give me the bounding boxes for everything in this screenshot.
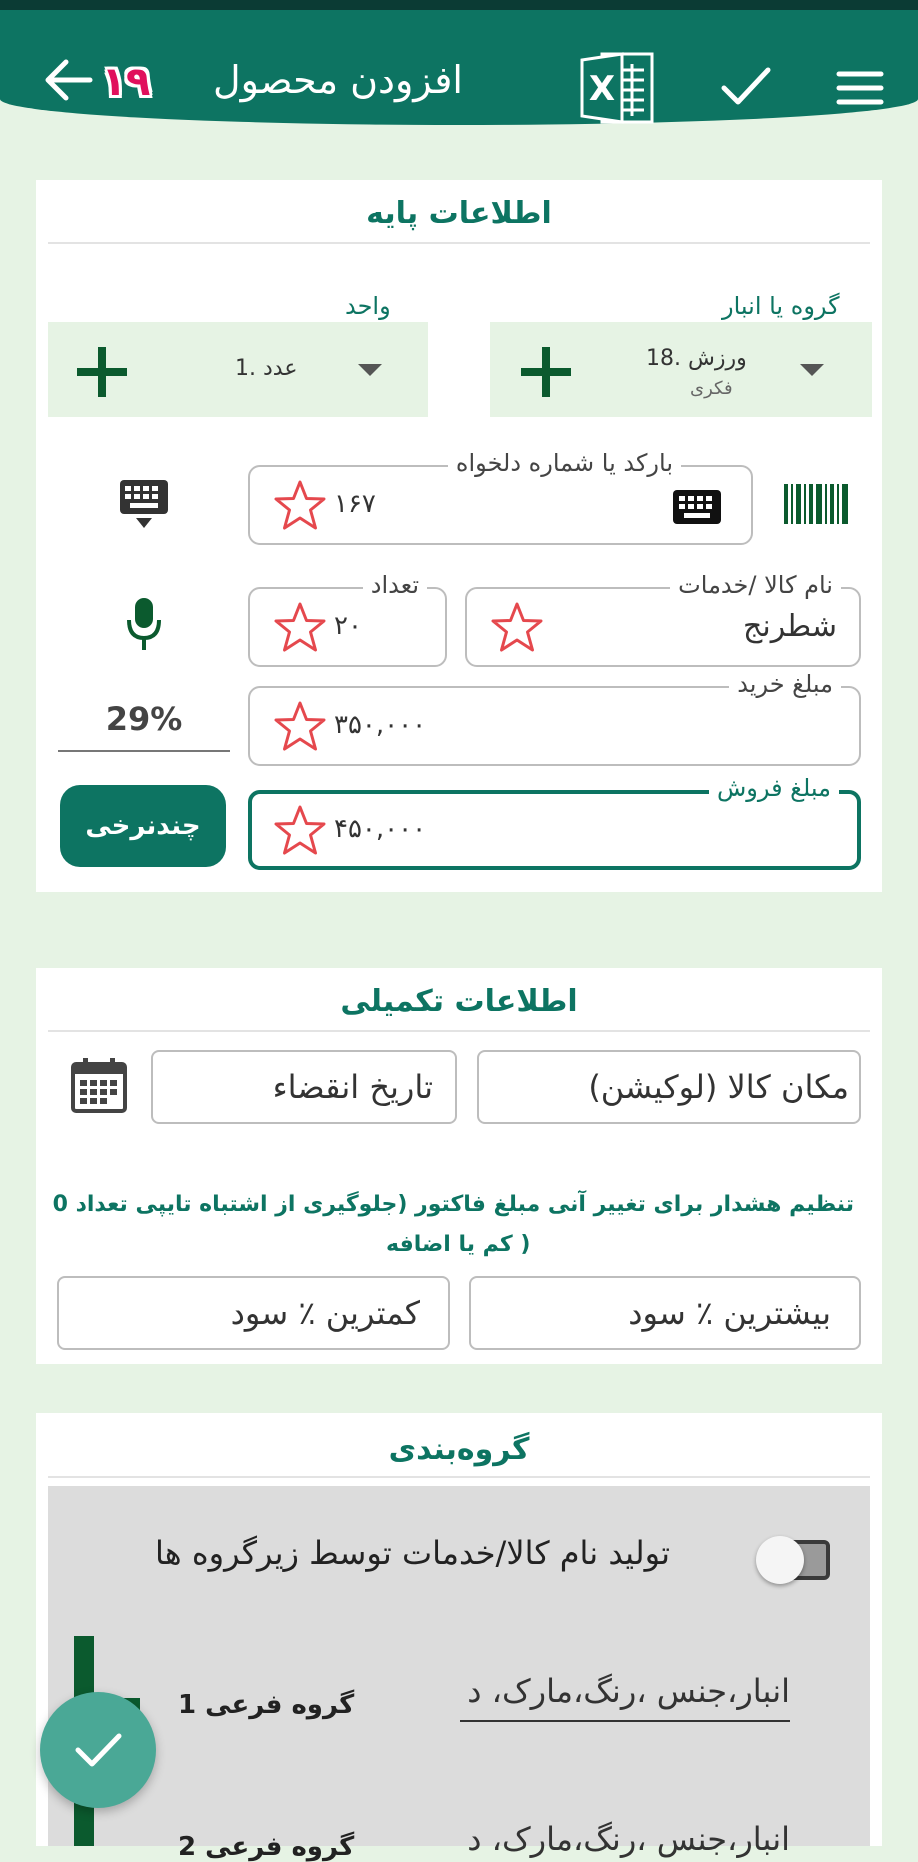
location-placeholder: مکان کالا (لوکیشن) — [588, 1068, 849, 1106]
hamburger-menu-icon[interactable] — [836, 68, 884, 108]
profit-percent[interactable]: 29% — [58, 700, 230, 752]
purchase-price-value: ۳۵۰,۰۰۰ — [334, 710, 427, 740]
purchase-price-input[interactable] — [248, 670, 861, 766]
svg-text:X: X — [588, 69, 616, 109]
divider — [48, 1030, 870, 1032]
quantity-value: ۲۰ — [334, 611, 362, 641]
grouping-title: گروه‌بندی — [388, 1432, 530, 1467]
app-bar — [0, 10, 918, 125]
favorite-star-icon[interactable] — [272, 804, 328, 858]
multi-price-button[interactable]: چندنرخی — [60, 785, 226, 867]
barcode-value: ۱۶۷ — [334, 489, 376, 519]
subgroup-1-label: گروه فرعی 1 — [178, 1690, 355, 1720]
keyboard-icon[interactable] — [672, 489, 722, 525]
arrow-left-icon[interactable] — [42, 54, 94, 106]
extra-info-title: اطلاعات تکمیلی — [340, 984, 578, 1019]
sale-price-value: ۴۵۰,۰۰۰ — [334, 814, 427, 844]
min-profit-placeholder: کمترین ٪ سود — [230, 1294, 420, 1332]
max-profit-placeholder: بیشترین ٪ سود — [628, 1294, 831, 1332]
subgroup-2-value: انبار،جنس ،رنگ،مارک، د — [467, 1820, 790, 1858]
purchase-price-label: مبلغ خرید — [729, 670, 841, 698]
status-bar — [0, 0, 918, 10]
calendar-icon[interactable] — [70, 1056, 128, 1114]
generate-name-toggle[interactable] — [756, 1536, 842, 1586]
checkmark-icon[interactable] — [718, 62, 774, 112]
add-unit-icon[interactable] — [72, 342, 132, 402]
divider — [48, 242, 870, 244]
subgroup-2-label: گروه فرعی 2 — [178, 1832, 355, 1862]
barcode-scanner-icon[interactable] — [784, 484, 850, 524]
microphone-icon[interactable] — [124, 596, 164, 652]
page-title: افزودن محصول — [212, 58, 463, 102]
keyboard-toggle-icon[interactable] — [118, 478, 170, 530]
product-name-value: شطرنج — [742, 609, 837, 644]
save-fab-button[interactable] — [40, 1692, 156, 1808]
subgroup-1-input[interactable] — [460, 1666, 790, 1722]
quantity-label: تعداد — [363, 571, 427, 599]
quantity-input[interactable] — [248, 571, 447, 667]
min-profit-input[interactable] — [57, 1276, 450, 1350]
subgroup-2-input[interactable] — [460, 1812, 790, 1858]
favorite-star-icon[interactable] — [272, 700, 328, 754]
group-value-line2: فکری — [690, 378, 733, 399]
expiry-date-input[interactable] — [151, 1050, 457, 1124]
group-label: گروه یا انبار — [722, 292, 840, 320]
group-dropdown-caret-icon[interactable] — [800, 364, 824, 376]
favorite-star-icon[interactable] — [272, 601, 328, 655]
warning-text-line1: تنظیم هشدار برای تغییر آنی مبلغ فاکتور (جلوگیری از اشتباه تایپی تعداد 0 — [52, 1192, 854, 1217]
checkmark-icon — [73, 1730, 123, 1770]
sale-price-input[interactable] — [248, 774, 861, 870]
badge-19: ۱۹ — [101, 59, 151, 105]
barcode-input[interactable] — [248, 449, 753, 545]
location-input[interactable] — [477, 1050, 861, 1124]
excel-icon[interactable] — [578, 48, 658, 128]
unit-label: واحد — [345, 292, 391, 320]
warning-text-line2: کم یا اضافه ) — [386, 1232, 531, 1257]
product-name-input[interactable] — [465, 571, 861, 667]
basic-info-title: اطلاعات پایه — [366, 196, 552, 231]
expiry-date-placeholder: تاریخ انقضاء — [272, 1068, 433, 1106]
unit-value: 1. عدد — [235, 356, 298, 381]
add-group-icon[interactable] — [516, 342, 576, 402]
divider — [48, 1476, 870, 1478]
unit-dropdown-caret-icon[interactable] — [358, 364, 382, 376]
group-value-line1: 18. ورزش — [646, 346, 747, 371]
toggle-thumb — [756, 1536, 804, 1584]
barcode-label: بارکد یا شماره دلخواه — [448, 449, 681, 477]
generate-name-toggle-label: تولید نام کالا/خدمات توسط زیرگروه ها — [155, 1534, 670, 1572]
max-profit-input[interactable] — [469, 1276, 861, 1350]
subgroup-1-value: انبار،جنس ،رنگ،مارک، د — [467, 1672, 790, 1710]
favorite-star-icon[interactable] — [489, 601, 545, 655]
product-name-label: نام کالا /خدمات — [670, 571, 841, 599]
favorite-star-icon[interactable] — [272, 479, 328, 533]
sale-price-label: مبلغ فروش — [709, 774, 839, 802]
